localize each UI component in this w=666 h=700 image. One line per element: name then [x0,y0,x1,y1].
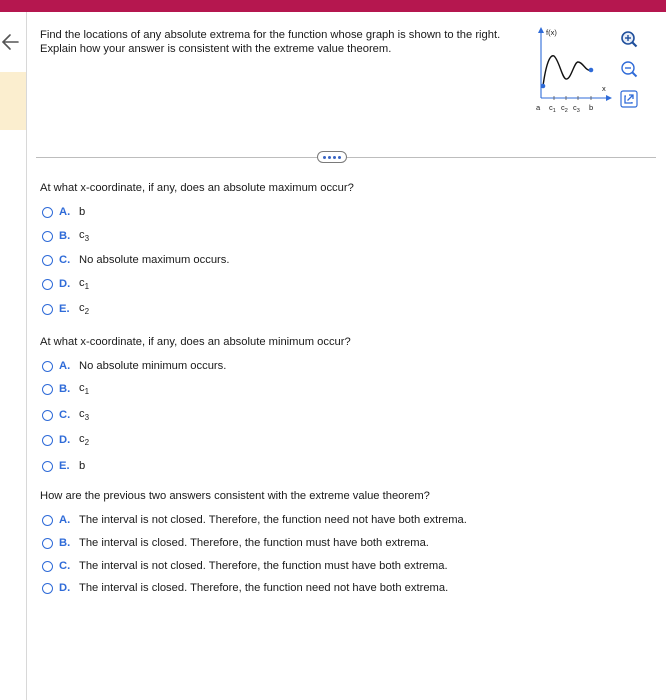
option-max-e[interactable]: E. $c_2$ [42,301,89,317]
popout-icon[interactable] [618,88,640,110]
radio-icon[interactable] [42,231,53,242]
problem-prompt: Find the locations of any absolute extrema for the function whose graph is shown to the right. Explain how your answer is consistent with the extreme value theorem. [40,29,501,55]
radio-icon[interactable] [42,435,53,446]
zoom-in-icon[interactable] [618,28,640,50]
question-evt: How are the previous two answers consistent with the extreme value theorem? [40,490,430,502]
radio-icon[interactable] [42,583,53,594]
tick-label-b: b [589,103,594,112]
radio-icon[interactable] [42,279,53,290]
radio-icon[interactable] [42,255,53,266]
zoom-out-icon[interactable] [618,58,640,80]
radio-icon[interactable] [42,410,53,421]
function-curve [543,56,591,86]
function-graph [528,24,616,118]
x-axis-arrow [606,95,612,101]
endpoint-a [541,84,546,89]
radio-icon[interactable] [42,538,53,549]
option-min-e[interactable]: E. b [42,458,85,474]
more-dots-icon[interactable] [317,151,347,163]
question-max: At what x-coordinate, if any, does an absolute maximum occur? [40,182,354,194]
option-evt-c[interactable]: C. The interval is not closed. Therefore, the function must have both extrema. [42,558,448,574]
option-min-c[interactable]: C. $c_3$ [42,407,89,423]
left-panel-highlight [0,72,26,130]
option-evt-d[interactable]: D. The interval is closed. Therefore, the function need not have both extrema. [42,580,448,596]
back-arrow-icon[interactable] [0,30,24,54]
radio-icon[interactable] [42,384,53,395]
endpoint-b [589,68,594,73]
option-min-a[interactable]: A. No absolute minimum occurs. [42,358,226,374]
tick-label-a: a [536,103,541,112]
option-min-d[interactable]: D. $c_2$ [42,432,89,448]
radio-icon[interactable] [42,361,53,372]
radio-icon[interactable] [42,515,53,526]
option-evt-b[interactable]: B. The interval is closed. Therefore, the function must have both extrema. [42,535,429,551]
top-bar [0,0,666,12]
option-max-c[interactable]: C. No absolute maximum occurs. [42,252,229,268]
option-max-d[interactable]: D. $c_1$ [42,276,89,292]
y-axis-arrow [538,27,544,33]
option-evt-a[interactable]: A. The interval is not closed. Therefore, the function need not have both extrema. [42,512,467,528]
radio-icon[interactable] [42,561,53,572]
y-axis-label: f(x) [546,28,557,37]
option-min-b[interactable]: B. $c_1$ [42,381,89,397]
tick-label-c1: $c_1$ [549,103,556,114]
tick-label-c2: $c_2$ [561,103,568,114]
option-max-b[interactable]: B. $c_3$ [42,228,89,244]
radio-icon[interactable] [42,207,53,218]
radio-icon[interactable] [42,461,53,472]
question-min: At what x-coordinate, if any, does an absolute minimum occur? [40,336,351,348]
radio-icon[interactable] [42,304,53,315]
x-axis-label: x [602,84,606,93]
option-max-a[interactable]: A. b [42,204,85,220]
tick-label-c3: $c_3$ [573,103,580,114]
